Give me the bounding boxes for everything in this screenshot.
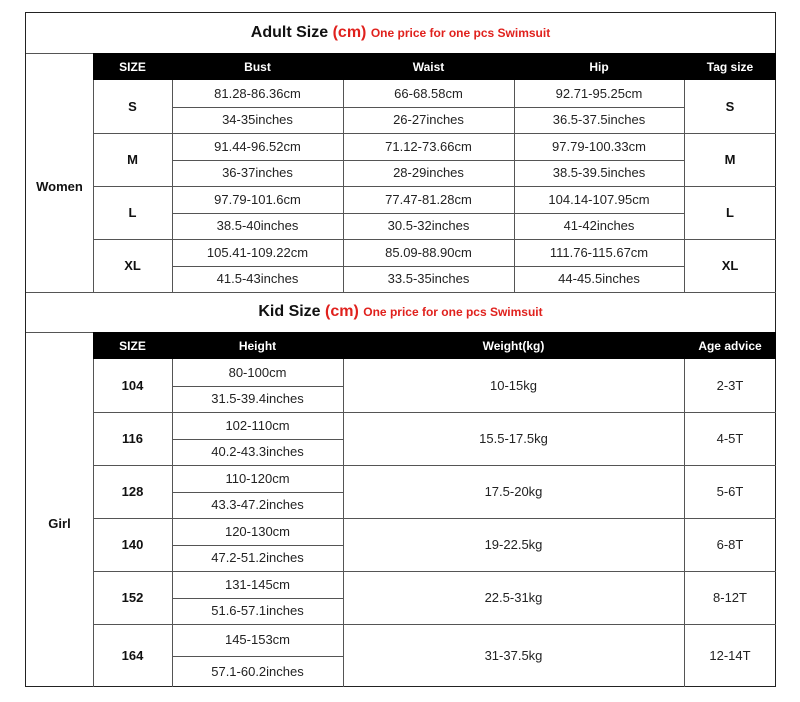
height-cm-104: 80-100cm <box>228 364 287 380</box>
kid-subrow-divider <box>172 492 343 493</box>
size-chart <box>25 12 776 687</box>
kid-header-size: SIZE <box>119 338 146 353</box>
adult-size-title <box>26 24 775 42</box>
adult-column-divider <box>93 80 94 292</box>
kid-size-116: 116 <box>122 431 143 446</box>
adult-note: One price for one pcs Swimsuit <box>370 26 551 40</box>
kid-note: One price for one pcs Swimsuit <box>363 305 543 319</box>
bust-cm-l: 97.79-101.6cm <box>214 191 301 207</box>
adult-subrow-divider <box>172 213 684 214</box>
height-in-164: 57.1-60.2inches <box>211 663 304 679</box>
height-in-140: 47.2-51.2inches <box>211 550 304 566</box>
kid-column-divider <box>172 359 173 687</box>
adult-column-divider <box>514 80 515 292</box>
kid-subrow-divider <box>172 439 343 440</box>
height-cm-116: 102-110cm <box>225 417 290 433</box>
weight-164: 31-37.5kg <box>484 648 543 663</box>
adult-subrow-divider <box>172 266 684 267</box>
tag-size-m: M <box>724 152 736 167</box>
hip-cm-m: 97.79-100.33cm <box>552 138 646 154</box>
kid-size-title <box>26 303 775 321</box>
height-cm-128: 110-120cm <box>225 470 290 486</box>
kid-subrow-divider <box>172 656 343 657</box>
bust-in-xl: 41.5-43inches <box>216 271 299 287</box>
adult-header-hip: Hip <box>589 59 609 74</box>
height-in-116: 40.2-43.3inches <box>211 444 304 460</box>
adult-size-xl: XL <box>124 258 141 273</box>
adult-header-bust: Bust <box>244 59 271 74</box>
age-advice-152: 8-12T <box>713 590 747 605</box>
waist-in-s: 26-27inches <box>393 112 464 128</box>
kid-size-164: 164 <box>121 648 144 663</box>
waist-in-l: 30.5-32inches <box>387 218 470 234</box>
adult-column-divider <box>343 80 344 292</box>
waist-cm-s: 66-68.58cm <box>394 85 463 101</box>
kid-size-104: 104 <box>121 378 144 393</box>
weight-104: 10-15kg <box>490 378 537 393</box>
kid-header-height: Height <box>238 338 277 353</box>
girl-group-label: Girl <box>48 515 71 531</box>
bust-in-l: 38.5-40inches <box>216 218 299 234</box>
adult-header-waist: Waist <box>412 59 445 74</box>
adult-subrow-divider <box>172 107 684 108</box>
height-in-104: 31.5-39.4inches <box>211 391 304 407</box>
age-advice-164: 12-14T <box>709 648 751 663</box>
weight-128: 17.5-20kg <box>484 484 543 499</box>
height-cm-152: 131-145cm <box>224 576 291 592</box>
hip-in-m: 38.5-39.5inches <box>552 165 646 181</box>
hip-cm-s: 92.71-95.25cm <box>555 85 643 101</box>
adult-header-tag-size: Tag size <box>706 59 754 74</box>
adult-column-divider <box>172 80 173 292</box>
age-advice-128: 5-6T <box>716 484 744 499</box>
kid-title-text: Kid Size <box>258 303 321 320</box>
adult-unit: (cm) <box>332 24 367 41</box>
height-in-128: 43.3-47.2inches <box>211 497 304 513</box>
kid-subrow-divider <box>172 386 343 387</box>
tag-size-l: L <box>726 205 734 220</box>
waist-in-m: 28-29inches <box>393 165 464 181</box>
adult-subrow-divider <box>172 160 684 161</box>
hip-in-xl: 44-45.5inches <box>558 271 640 287</box>
weight-152: 22.5-31kg <box>484 590 543 605</box>
adult-size-s: S <box>128 99 137 114</box>
adult-size-l: L <box>128 205 137 220</box>
kid-column-divider <box>684 359 685 687</box>
hip-in-s: 36.5-37.5inches <box>552 112 646 128</box>
age-advice-140: 6-8T <box>716 537 744 552</box>
height-cm-164: 145-153cm <box>224 632 291 648</box>
hip-cm-xl: 111.76-115.67cm <box>549 244 649 260</box>
hip-cm-l: 104.14-107.95cm <box>548 191 650 207</box>
kid-size-128: 128 <box>121 484 144 499</box>
bust-in-m: 36-37inches <box>222 165 293 181</box>
bust-cm-xl: 105.41-109.22cm <box>206 244 309 260</box>
waist-cm-m: 71.12-73.66cm <box>385 138 472 154</box>
tag-size-s: S <box>725 99 735 114</box>
height-cm-140: 120-130cm <box>224 523 291 539</box>
kid-size-140: 140 <box>121 537 144 552</box>
bust-in-s: 34-35inches <box>222 112 293 128</box>
kid-size-152: 152 <box>121 590 144 605</box>
kid-column-divider <box>343 359 344 687</box>
weight-140: 19-22.5kg <box>484 537 543 552</box>
waist-cm-l: 77.47-81.28cm <box>385 191 472 207</box>
age-advice-104: 2-3T <box>716 378 744 393</box>
weight-116: 15.5-17.5kg <box>479 431 548 446</box>
women-group-label: Women <box>36 178 83 194</box>
kid-column-divider <box>93 359 94 687</box>
kid-subrow-divider <box>172 598 343 599</box>
kid-header-weight-kg-: Weight(kg) <box>482 338 545 353</box>
adult-header-size: SIZE <box>119 59 146 74</box>
hip-in-l: 41-42inches <box>563 218 635 234</box>
adult-column-divider <box>684 80 685 292</box>
tag-size-xl: XL <box>721 258 739 273</box>
bust-cm-m: 91.44-96.52cm <box>214 138 301 154</box>
waist-in-xl: 33.5-35inches <box>387 271 470 287</box>
adult-title-text: Adult Size <box>250 24 329 41</box>
waist-cm-xl: 85.09-88.90cm <box>385 244 472 260</box>
kid-section-divider <box>26 292 776 293</box>
height-in-152: 51.6-57.1inches <box>211 603 304 619</box>
kid-subrow-divider <box>172 545 343 546</box>
bust-cm-s: 81.28-86.36cm <box>214 85 301 101</box>
age-advice-116: 4-5T <box>716 431 744 446</box>
kid-unit: (cm) <box>325 303 359 320</box>
kid-header-age-advice: Age advice <box>698 338 762 353</box>
adult-size-m: M <box>127 152 138 167</box>
